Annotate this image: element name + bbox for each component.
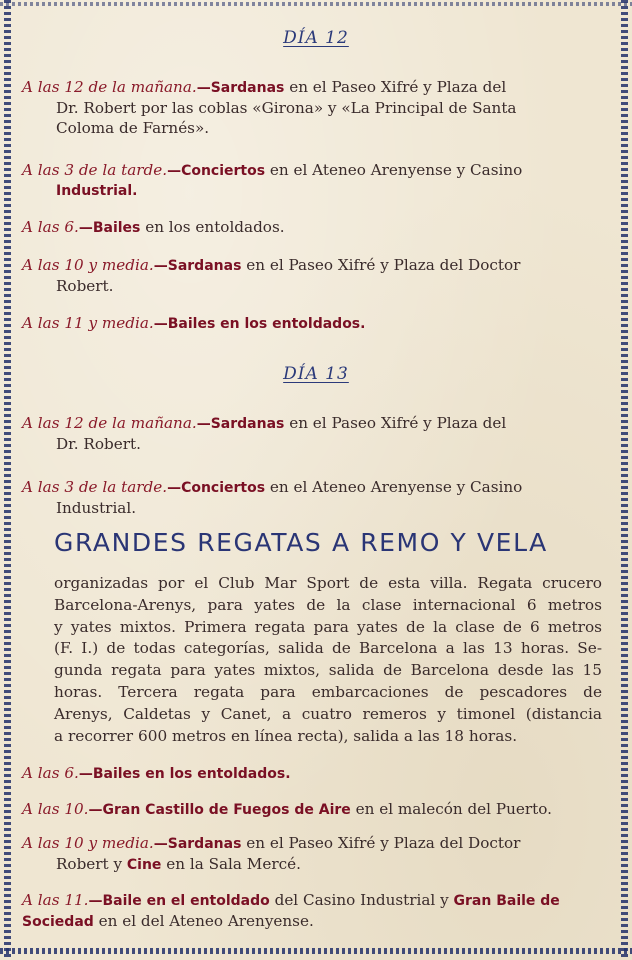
regatta-line: (F. I.) de todas categorías, salida de Barcelona a las 13 horas. Se- bbox=[54, 639, 602, 658]
day13-entry-3: A las 6.—Bailes en los entoldados. bbox=[22, 764, 291, 782]
regatta-line: y yates mixtos. Primera regata para yates de la clase de 6 metros bbox=[54, 617, 602, 636]
regatta-line: Arenys, Caldetas y Canet, a cuatro remeros y timonel (distancia bbox=[54, 704, 602, 723]
regatta-title: GRANDES REGATAS A REMO Y VELA bbox=[54, 528, 548, 557]
day12-entry-3: A las 6.—Bailes en los entoldados. bbox=[22, 218, 285, 236]
day13-entry-2: A las 3 de la tarde.—Conciertos en el Ateneo Arenyense y Casino Industrial. bbox=[22, 478, 523, 517]
day13-entry-4: A las 10.—Gran Castillo de Fuegos de Aire en el malecón del Puerto. bbox=[22, 800, 552, 818]
regatta-line: a recorrer 600 metros en línea recta), salida a las 18 horas. bbox=[54, 726, 518, 745]
day-13-heading: DÍA 13 bbox=[283, 364, 349, 384]
day12-entry-1: A las 12 de la mañana.—Sardanas en el Paseo Xifré y Plaza del Dr. Robert por las coblas «Girona» y «La Principal de Santa Coloma de Farnés». bbox=[22, 78, 517, 137]
regatta-line: gunda regata para yates mixtos, salida de Barcelona desde las 15 bbox=[54, 661, 602, 680]
regatta-line: organizadas por el Club Mar Sport de esta villa. Regata crucero bbox=[54, 574, 602, 592]
decorative-border-bottom bbox=[0, 948, 632, 954]
regatta-line: horas. Tercera regata para embarcaciones de pescadores de bbox=[54, 682, 602, 701]
day12-entry-4: A las 10 y media.—Sardanas en el Paseo Xifré y Plaza del Doctor Robert. bbox=[22, 256, 521, 295]
day12-entry-5: A las 11 y media.—Bailes en los entoldados. bbox=[22, 314, 366, 332]
decorative-border-top bbox=[0, 2, 632, 6]
day12-entry-2: A las 3 de la tarde.—Conciertos en el Ateneo Arenyense y Casino Industrial. bbox=[22, 161, 523, 199]
decorative-border-right bbox=[621, 0, 628, 960]
day13-entry-6: A las 11.—Baile en el entoldado del Casino Industrial y Gran Baile de Sociedad en el del Ateneo Arenyense. bbox=[22, 891, 560, 930]
decorative-border-left bbox=[4, 0, 11, 960]
regatta-line: Barcelona-Arenys, para yates de la clase internacional 6 metros bbox=[54, 595, 602, 614]
day-12-heading: DÍA 12 bbox=[283, 28, 349, 48]
day13-entry-1: A las 12 de la mañana.—Sardanas en el Paseo Xifré y Plaza del Dr. Robert. bbox=[22, 414, 507, 453]
day13-entry-5: A las 10 y media.—Sardanas en el Paseo Xifré y Plaza del Doctor Robert y Cine en la Sala Mercé. bbox=[22, 834, 521, 873]
regatta-description bbox=[54, 573, 602, 747]
